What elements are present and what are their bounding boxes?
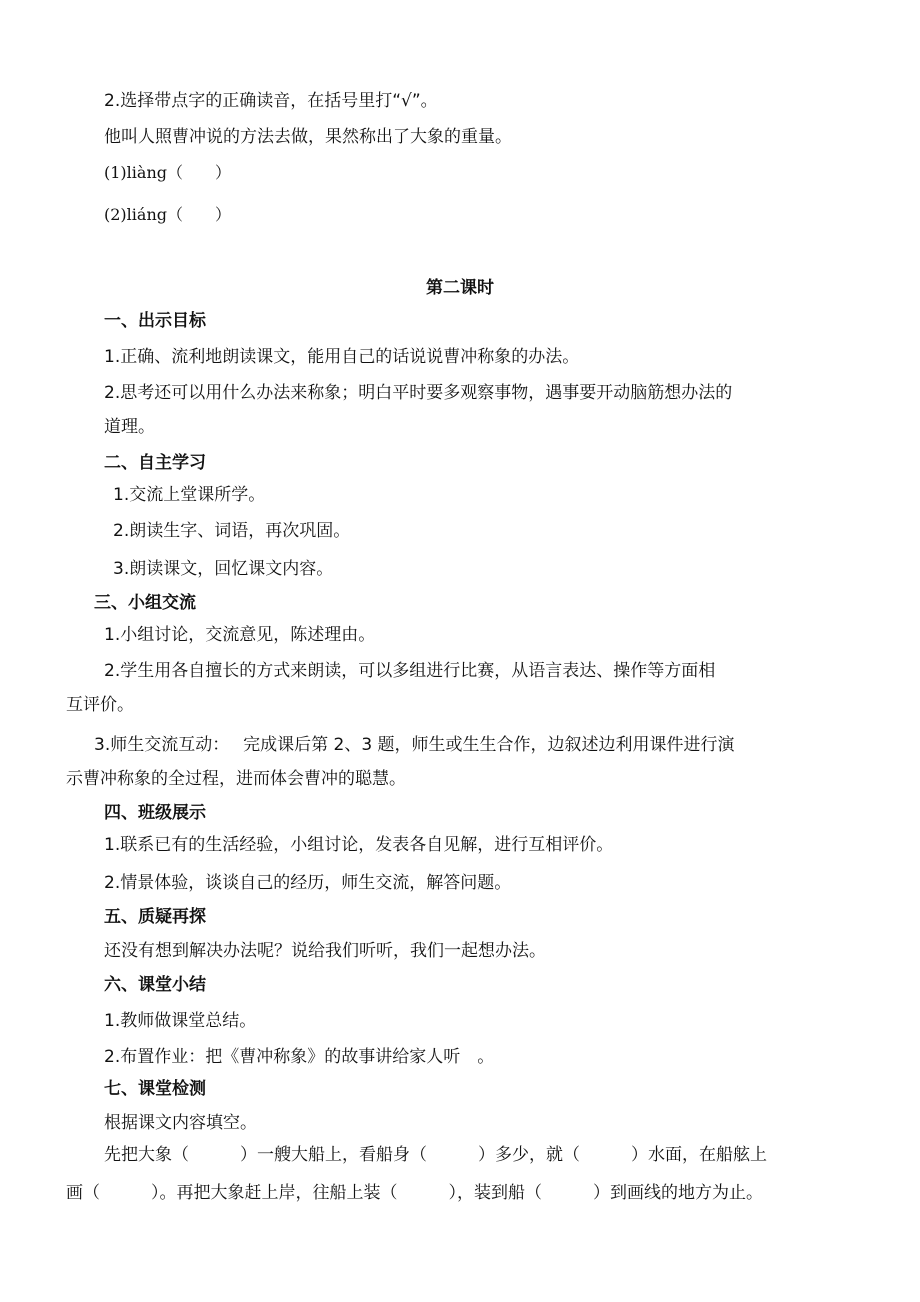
section-3-item-2-line-1: 2.学生用各自擅长的方式来朗读，可以多组进行比赛，从语言表达、操作等方面相 bbox=[104, 661, 716, 681]
fill-in-blank-line-1: 先把大象（ ）一艘大船上，看船身（ ）多少，就（ ）水面，在船舷上 bbox=[104, 1145, 767, 1165]
section-6-item-2: 2.布置作业：把《曹冲称象》的故事讲给家人听 。 bbox=[104, 1047, 495, 1067]
section-4-heading: 四、班级展示 bbox=[104, 803, 206, 823]
section-6-item-1: 1.教师做课堂总结。 bbox=[104, 1011, 257, 1031]
section-3-heading: 三、小组交流 bbox=[94, 593, 196, 613]
section-1-heading: 一、出示目标 bbox=[104, 311, 206, 331]
section-6-heading: 六、课堂小结 bbox=[104, 975, 206, 995]
pronunciation-option-1: (1)liàng（ ） bbox=[104, 163, 231, 182]
section-2-heading: 二、自主学习 bbox=[104, 453, 206, 473]
section-7-instruction: 根据课文内容填空。 bbox=[104, 1113, 257, 1133]
section-5-text: 还没有想到解决办法呢？说给我们听听，我们一起想办法。 bbox=[104, 941, 546, 961]
section-7-heading: 七、课堂检测 bbox=[104, 1079, 206, 1099]
section-1-item-2-line-1: 2.思考还可以用什么办法来称象；明白平时要多观察事物，遇事要开动脑筋想办法的 bbox=[104, 383, 733, 403]
section-3-item-3-line-1: 3.师生交流互动： 完成课后第 2、3 题，师生或生生合作，边叙述边利用课件进行演 bbox=[94, 735, 735, 755]
section-5-heading: 五、质疑再探 bbox=[104, 907, 206, 927]
question-2-instruction: 2.选择带点字的正确读音，在括号里打“√”。 bbox=[104, 91, 438, 111]
section-3-item-3-line-2: 示曹冲称象的全过程，进而体会曹冲的聪慧。 bbox=[66, 769, 406, 789]
section-4-item-2: 2.情景体验，谈谈自己的经历，师生交流，解答问题。 bbox=[104, 873, 512, 893]
pronunciation-option-2: (2)liáng（ ） bbox=[104, 205, 231, 224]
question-2-sentence: 他叫人照曹冲说的方法去做，果然称出了大象的重量。 bbox=[104, 127, 512, 147]
section-4-item-1: 1.联系已有的生活经验，小组讨论，发表各自见解，进行互相评价。 bbox=[104, 835, 614, 855]
section-1-item-2-line-2: 道理。 bbox=[104, 417, 155, 437]
section-2-item-1: 1.交流上堂课所学。 bbox=[113, 485, 266, 505]
fill-in-blank-line-2: 画（ ）。再把大象赶上岸，往船上装（ ），装到船（ ）到画线的地方为止。 bbox=[66, 1183, 763, 1203]
section-2-item-3: 3.朗读课文，回忆课文内容。 bbox=[113, 559, 334, 579]
section-3-item-1: 1.小组讨论，交流意见，陈述理由。 bbox=[104, 625, 376, 645]
section-2-item-2: 2.朗读生字、词语，再次巩固。 bbox=[113, 521, 351, 541]
section-3-item-2-line-2: 互评价。 bbox=[66, 695, 134, 715]
section-1-item-1: 1.正确、流利地朗读课文，能用自己的话说说曹冲称象的办法。 bbox=[104, 347, 580, 367]
lesson-title: 第二课时 bbox=[426, 278, 494, 298]
